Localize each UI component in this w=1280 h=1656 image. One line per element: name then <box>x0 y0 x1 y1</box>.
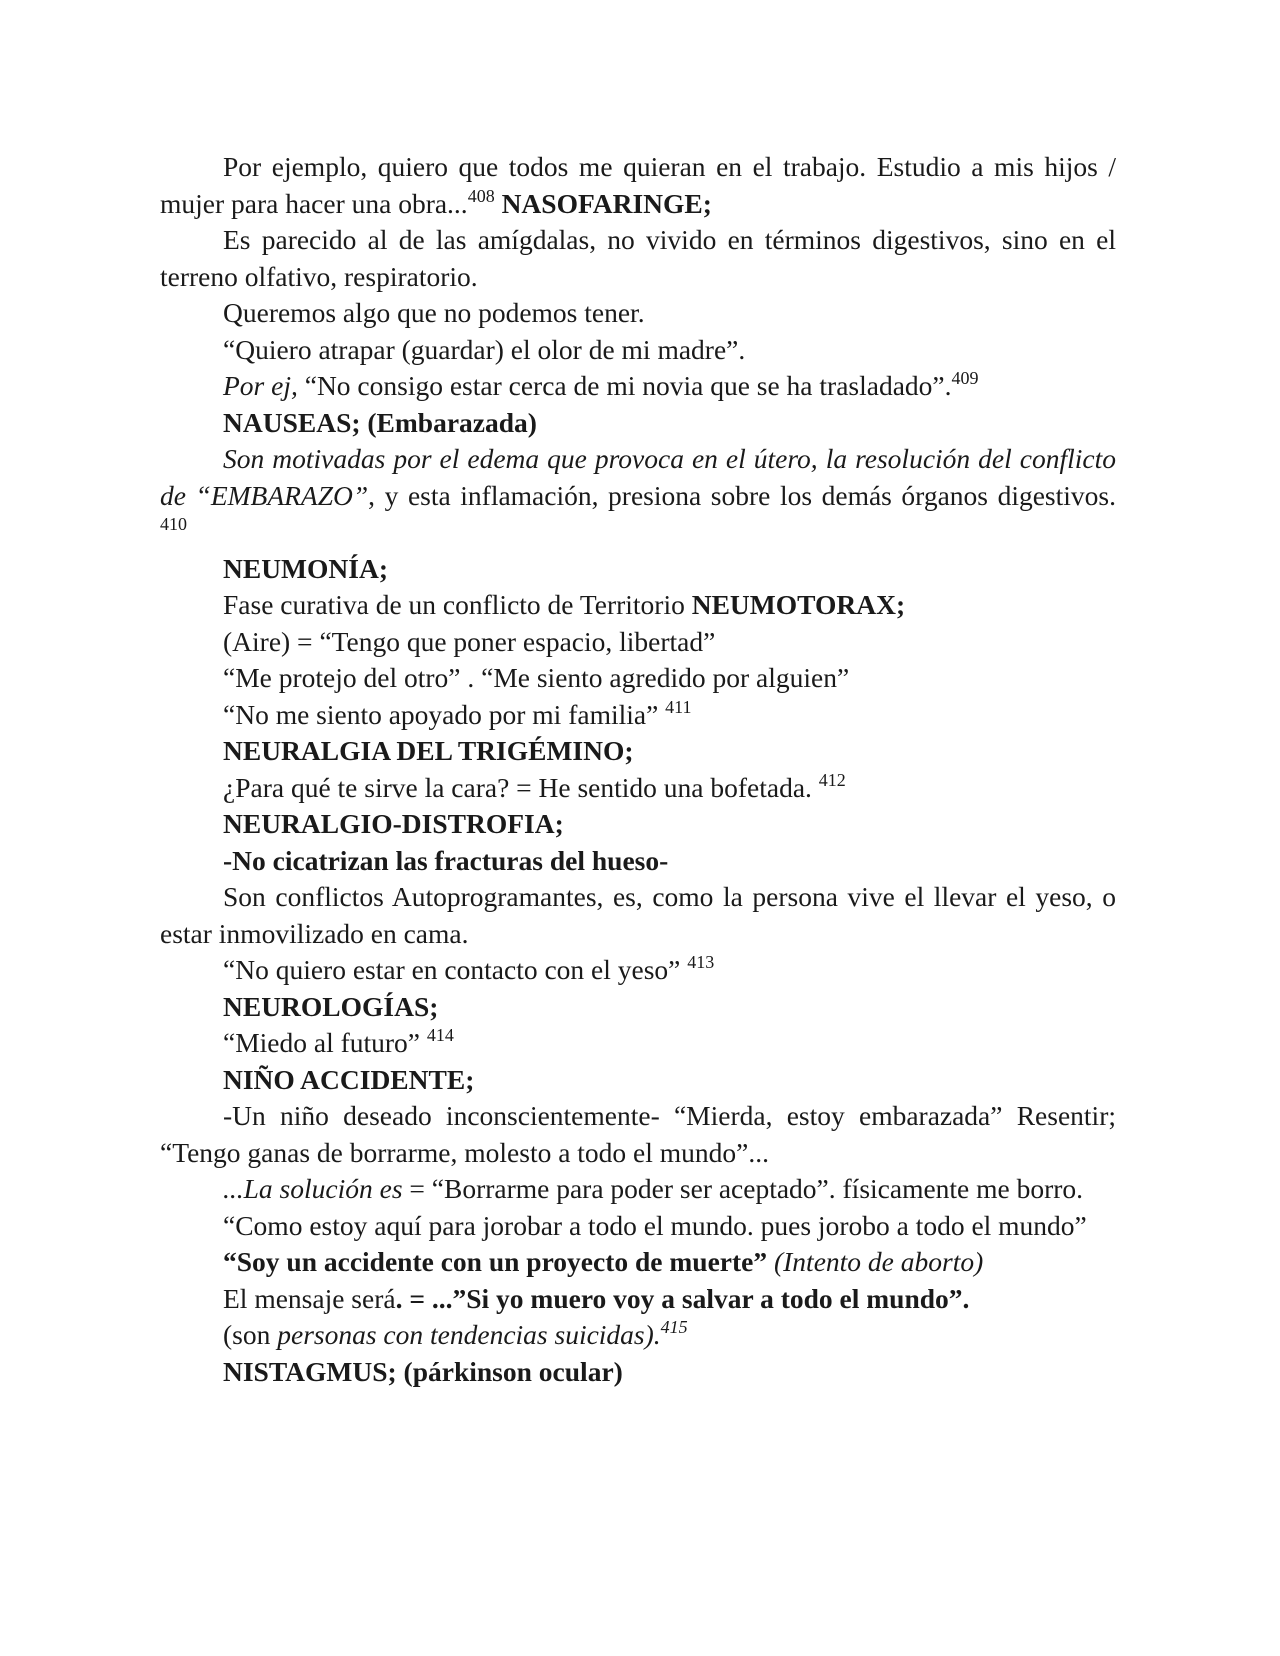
paragraph-miedo-futuro <box>160 1025 1116 1062</box>
heading-text: NIÑO ACCIDENTE; <box>223 1063 475 1095</box>
paragraph-soy-accidente <box>160 1244 1116 1281</box>
paragraph-me-protejo <box>160 660 1116 697</box>
paragraph-text: (Aire) = “Tengo que poner espacio, libertad” <box>223 625 716 657</box>
paragraph-text: “Quiero atrapar (guardar) el olor de mi madre”. <box>223 333 746 365</box>
paragraph-text: Es parecido al de las amígdalas, no vivido en términos digestivos, sino en el terreno olfativo, respiratorio. <box>160 224 1116 292</box>
paragraph-text: “No me siento apoyado por mi familia” <box>223 698 666 730</box>
paragraph-no-apoyado <box>160 697 1116 734</box>
italic-text: (Intento de aborto) <box>767 1246 984 1277</box>
footnote-ref: 414 <box>426 1025 454 1045</box>
italic-text: personas con tendencias suicidas). <box>277 1319 661 1350</box>
heading-text: NEURALGIO-DISTROFIA; <box>223 808 564 839</box>
subheading-fracturas <box>160 843 1116 880</box>
paragraph-text: “No consigo estar cerca de mi novia que se ha trasladado”. <box>297 370 952 401</box>
bold-text: “Soy un accidente con un proyecto de muerte” <box>223 1246 768 1277</box>
footnote-ref: 408 <box>467 185 495 206</box>
heading-text: -No cicatrizan las fracturas del hueso- <box>223 844 669 876</box>
paragraph-quote-olor <box>160 332 1116 369</box>
paragraph-text: Por ejemplo, quiero que todos me quieran en el trabajo. Estudio a mis hijos / mujer para hacer una obra... <box>160 151 1116 219</box>
heading-neuralgia-trigemino <box>160 733 1116 770</box>
paragraph-aire <box>160 624 1116 661</box>
paragraph-text: “Miedo al futuro” <box>223 1027 427 1058</box>
paragraph-text: “Me protejo del otro” . “Me siento agredido por alguien” <box>223 662 850 693</box>
paragraph-text: “Como estoy aquí para jorobar a todo el mundo. pues jorobo a todo el mundo” <box>223 1209 1087 1241</box>
footnote-ref: 409 <box>951 368 979 388</box>
paragraph-text: “No quiero estar en contacto con el yeso” <box>223 954 688 985</box>
paragraph-la-solucion <box>160 1171 1116 1208</box>
paragraph-text: , y esta inflamación, presiona sobre los demás órganos digestivos. <box>368 479 1116 511</box>
paragraph-text: = “Borrarme para poder ser aceptado”. físicamente me borro. <box>402 1173 1084 1204</box>
paragraph-jorobar <box>160 1208 1116 1245</box>
footnote-ref: 411 <box>665 696 692 717</box>
heading-neuralgio-distrofia <box>160 806 1116 843</box>
paragraph-yeso <box>160 952 1116 989</box>
paragraph-fase-curativa <box>160 587 1116 624</box>
heading-text: NISTAGMUS; (párkinson ocular) <box>223 1355 623 1387</box>
paragraph-nino-deseado <box>160 1098 1116 1171</box>
paragraph-autoprogramantes <box>160 879 1116 952</box>
italic-text: Son motivadas por el edema que provoca en el útero, la resolución del conflicto de “EMBARAZO” <box>160 443 1116 511</box>
paragraph-suicidas <box>160 1317 1116 1354</box>
paragraph-text: -Un niño deseado inconscientemente- “Mierda, estoy embarazada” Resentir; “Tengo ganas de borrarme, molesto a todo el mundo”... <box>160 1100 1116 1168</box>
paragraph-cara-bofetada <box>160 770 1116 807</box>
heading-nistagmus <box>160 1354 1116 1391</box>
paragraph-text: (son <box>223 1319 278 1350</box>
paragraph-example-work <box>160 149 1116 222</box>
document-page <box>160 149 1116 1390</box>
heading-nauseas <box>160 405 1116 442</box>
heading-text: NEUMONÍA; <box>223 552 388 584</box>
paragraph-text: ¿Para qué te sirve la cara? = He sentido una bofetada. <box>223 771 819 803</box>
footnote-ref: 410 <box>160 514 187 534</box>
footnote-ref: 413 <box>687 952 715 972</box>
heading-nasofaringe: NASOFARINGE; <box>501 187 712 219</box>
paragraph-text: Son conflictos Autoprogramantes, es, como la persona vive el llevar el yeso, o estar inmovilizado en cama. <box>160 881 1116 949</box>
italic-text: Por ej, <box>223 370 298 401</box>
heading-neurologias <box>160 989 1116 1026</box>
paragraph-queremos <box>160 295 1116 332</box>
paragraph-edema <box>160 441 1116 551</box>
footnote-ref: 415 <box>660 1317 688 1337</box>
heading-neumonia <box>160 551 1116 588</box>
heading-text: NAUSEAS; (Embarazada) <box>223 406 537 438</box>
heading-text: NEURALGIA DEL TRIGÉMINO; <box>223 735 634 766</box>
bold-text: . = ...”Si yo muero voy a salvar a todo el mundo”. <box>395 1282 970 1314</box>
heading-neumotorax: NEUMOTORAX; <box>691 589 906 620</box>
paragraph-text: El mensaje será <box>223 1282 396 1314</box>
footnote-ref: 412 <box>818 769 846 790</box>
heading-nino-accidente <box>160 1062 1116 1099</box>
italic-text: ...La solución es <box>223 1173 403 1204</box>
paragraph-text: Fase curativa de un conflicto de Territorio <box>223 589 692 620</box>
paragraph-mensaje <box>160 1281 1116 1318</box>
heading-text: NEUROLOGÍAS; <box>223 990 439 1022</box>
paragraph-por-ej-novia <box>160 368 1116 405</box>
paragraph-amigdalas <box>160 222 1116 295</box>
paragraph-text: Queremos algo que no podemos tener. <box>223 297 645 328</box>
